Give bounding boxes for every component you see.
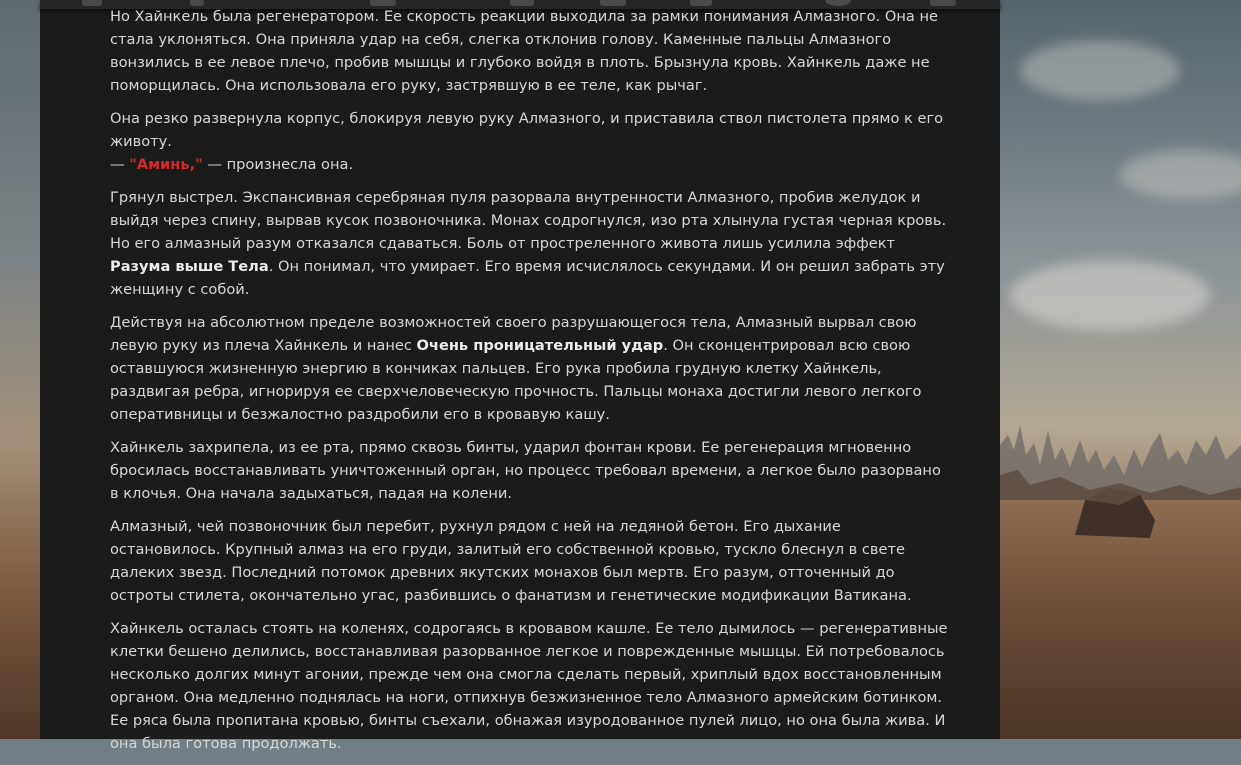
dialogue-quote: "Аминь," bbox=[129, 156, 203, 173]
paragraph-text: Она резко развернула корпус, блокируя левую руку Алмазного, и приставила ствол пистолета прямо к его животу. bbox=[110, 110, 944, 150]
paragraph: Хайнкель осталась стоять на коленях, содрогаясь в кровавом кашле. Ее тело дымилось — регенеративные клетки бешено делились, восстанавливая разорванное легкое и поврежденные мышцы. Ей потребовалось несколько долгих минут агонии, прежде чем она смогла сделать первый, хриплый вдох восстановленным органом. Она медленно поднялась на ноги, отпихнув безжизненное тело Алмазного армейским ботинком. Ее ряса была пропитана кровью, бинты съехали, обнажая изуродованное пулей лицо, но она была жива. И она была готова продолжать. bbox=[110, 620, 948, 752]
paragraph-text: Грянул выстрел. Экспансивная серебряная пуля разорвала внутренности Алмазного, пробив желудок и выйдя через спину, вырвав кусок позвоночника. Монах содрогнулся, изо рта хлынула густая черная кровь. Но его алмазный разум отказался сдаваться. Боль от простреленного живота лишь усилила эффект bbox=[110, 189, 947, 252]
paragraph: Но Хайнкель была регенератором. Ее скорость реакции выходила за рамки понимания Алмазного. Она не стала уклоняться. Она приняла удар на себя, слегка отклонив голову. Каменные пальцы Алмазного вонзились в ее левое плечо, пробив мышцы и глубоко войдя в плоть. Брызнула кровь. Хайнкель даже не поморщилась. Она использовала его руку, застрявшую в ее теле, как рычаг. bbox=[110, 8, 938, 94]
paragraph-text: Действуя на абсолютном пределе возможностей своего разрушающегося тела, Алмазный вырвал свою левую руку из плеча Хайнкель и нанес bbox=[110, 314, 917, 354]
paragraph bbox=[110, 107, 952, 176]
toolbar-icon[interactable] bbox=[82, 0, 102, 6]
paragraph: Хайнкель захрипела, из ее рта, прямо сквозь бинты, ударил фонтан крови. Ее регенерация мгновенно бросилась восстанавливать уничтоженный орган, но процесс требовал времени, а легкое было разорвано в клочья. Она начала задыхаться, падая на колени. bbox=[110, 439, 941, 502]
story-text bbox=[110, 5, 952, 765]
paragraph: Алмазный, чей позвоночник был перебит, рухнул рядом с ней на ледяной бетон. Его дыхание остановилось. Крупный алмаз на его груди, залитый его собственной кровью, тускло блеснул в свете далеких звезд. Последний потомок древних якутских монахов был мертв. Его разум, отточенный до остроты стилета, окончательно угас, разбившись о фанатизм и генетические модификации Ватикана. bbox=[110, 518, 912, 604]
bold-term: Разума выше Тела bbox=[110, 258, 269, 275]
rubble-rock bbox=[1070, 480, 1160, 540]
dialogue-dash: — bbox=[110, 156, 130, 173]
paragraph-text: . Он понимал, что умирает. Его время исчислялось секундами. И он решил забрать эту женщину с собой. bbox=[110, 258, 945, 298]
paragraph-text: . Он сконцентрировал всю свою оставшуюся жизненную энергию в кончиках пальцев. Его рука пробила грудную клетку Хайнкель, раздвигая ребра, игнорируя ее сверхчеловеческую прочность. Пальцы монаха достигли левого легкого оперативницы и безжалостно раздробили его в кровавую кашу. bbox=[110, 337, 922, 423]
paragraph bbox=[110, 186, 952, 301]
background-wasteland-right bbox=[1000, 0, 1241, 739]
dialogue-tag: — произнесла она. bbox=[202, 156, 354, 173]
paragraph bbox=[110, 311, 952, 426]
bold-term: Очень проницательный удар bbox=[416, 337, 664, 354]
background-wasteland-left bbox=[0, 0, 40, 739]
